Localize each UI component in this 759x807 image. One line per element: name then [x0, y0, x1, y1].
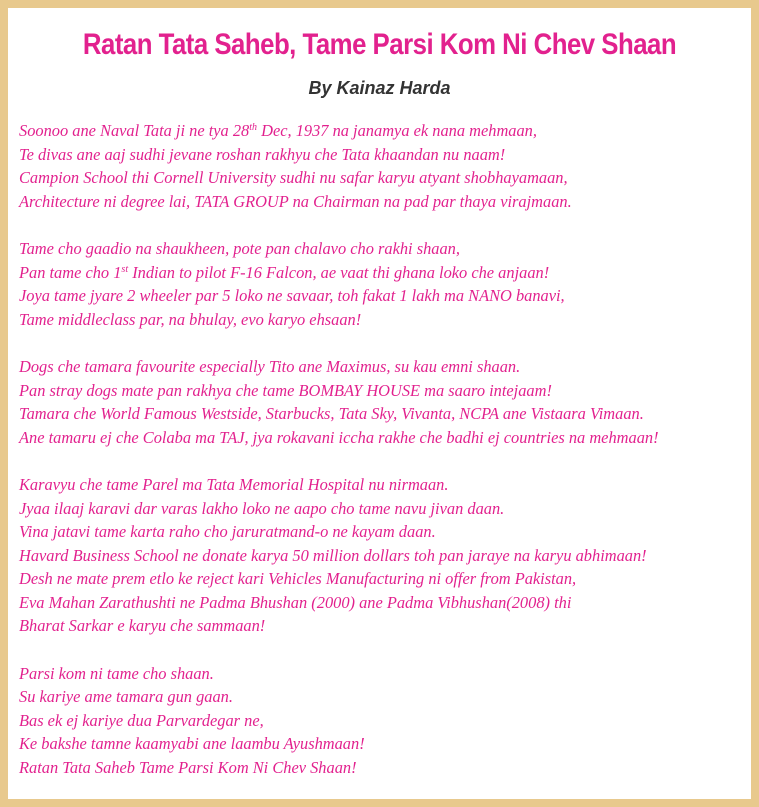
poem-line	[19, 426, 747, 450]
poem-line	[19, 685, 747, 709]
poem-line-text: Tame cho gaadio na shaukheen, pote pan chalavo cho rakhi shaan,	[19, 238, 460, 258]
poem-line-text: Tame middleclass par, na bhulay, evo karyo ehsaan!	[19, 309, 362, 329]
poem-line	[19, 473, 747, 497]
poem-line	[19, 355, 747, 379]
poem-stanza	[19, 237, 747, 331]
poem-line-text: Jyaa ilaaj karavi dar varas lakho loko ne aapo cho tame navu jivan daan.	[19, 498, 505, 518]
poem-line	[19, 402, 747, 426]
poem-line	[19, 379, 747, 403]
poem-line-text: Te divas ane aaj sudhi jevane roshan rakhyu che Tata khaandan nu naam!	[19, 144, 506, 164]
poem-line-text-continued: Dec, 1937 na janamya ek nana mehmaan,	[257, 121, 537, 140]
poem-line-text: Vina jatavi tame karta raho cho jaruratmand-o ne kayam daan.	[19, 522, 436, 542]
poem-line	[19, 709, 747, 733]
poem-line	[19, 261, 747, 285]
poem-line	[19, 284, 747, 308]
poem-line	[19, 756, 747, 780]
poem-line-text: Dogs che tamara favourite especially Tito ane Maximus, su kau emni shaan.	[19, 356, 521, 376]
poem-line	[19, 166, 747, 190]
poem-line-text: Campion School thi Cornell University sudhi nu safar karyu atyant shobhayamaan,	[19, 168, 568, 188]
poem-body	[19, 119, 747, 803]
poem-line-text: Pan tame cho 1	[19, 262, 122, 282]
poem-line	[19, 662, 747, 686]
poem-stanza	[19, 662, 747, 780]
poem-line-text: Pan stray dogs mate pan rakhya che tame BOMBAY HOUSE ma saaro intejaam!	[19, 380, 552, 400]
poem-line	[19, 190, 747, 214]
poem-line-text: Ke bakshe tamne kaamyabi ane laambu Ayushmaan!	[19, 734, 365, 754]
poem-line-text: Su kariye ame tamara gun gaan.	[19, 687, 233, 707]
poem-stanza	[19, 119, 747, 213]
poem-line	[19, 119, 747, 143]
poem-line	[19, 732, 747, 756]
ordinal-superscript: th	[249, 122, 258, 133]
poem-line	[19, 520, 747, 544]
poem-line-text: Ratan Tata Saheb Tame Parsi Kom Ni Chev Shaan!	[19, 758, 357, 778]
poem-line-text: Tamara che World Famous Westside, Starbucks, Tata Sky, Vivanta, NCPA ane Vistaara Vimaan.	[19, 404, 644, 424]
poem-line	[19, 591, 747, 615]
poem-line-text-continued: Indian to pilot F-16 Falcon, ae vaat thi ghana loko che anjaan!	[128, 262, 550, 282]
poem-line-text: Bas ek ej kariye dua Parvardegar ne,	[19, 710, 264, 730]
article-page	[8, 8, 751, 799]
poem-line-text: Bharat Sarkar e karyu che sammaan!	[19, 616, 266, 636]
poem-line	[19, 143, 747, 167]
poem-line	[19, 544, 747, 568]
article-title: Ratan Tata Saheb, Tame Parsi Kom Ni Chev Shaan	[82, 28, 677, 61]
poem-stanza	[19, 355, 747, 449]
poem-line-text: Ane tamaru ej che Colaba ma TAJ, jya rokavani iccha rakhe che badhi ej countries na mehmaan!	[19, 427, 659, 447]
poem-line-text: Soonoo ane Naval Tata ji ne tya 28	[19, 121, 250, 140]
ordinal-superscript: st	[121, 263, 129, 275]
poem-line-text: Eva Mahan Zarathushti ne Padma Bhushan (2000) ane Padma Vibhushan(2008) thi	[19, 592, 572, 612]
poem-line-text: Desh ne mate prem etlo ke reject kari Vehicles Manufacturing ni offer from Pakistan,	[19, 569, 577, 589]
poem-line	[19, 237, 747, 261]
poem-line-text: Karavyu che tame Parel ma Tata Memorial Hospital nu nirmaan.	[19, 474, 449, 494]
poem-line	[19, 308, 747, 332]
poem-stanza	[19, 473, 747, 638]
poem-line-text: Parsi kom ni tame cho shaan.	[19, 663, 214, 683]
author-byline: By Kainaz Harda	[308, 78, 451, 98]
poem-line-text: Architecture ni degree lai, TATA GROUP na Chairman na pad par thaya virajmaan.	[19, 191, 572, 211]
poem-line	[19, 497, 747, 521]
poem-line-text: Joya tame jyare 2 wheeler par 5 loko ne savaar, toh fakat 1 lakh ma NANO banavi,	[19, 286, 565, 306]
poem-line-text: Havard Business School ne donate karya 50 million dollars toh pan jaraye na karyu abhimaan!	[19, 545, 647, 565]
poem-line	[19, 567, 747, 591]
poem-line	[19, 614, 747, 638]
